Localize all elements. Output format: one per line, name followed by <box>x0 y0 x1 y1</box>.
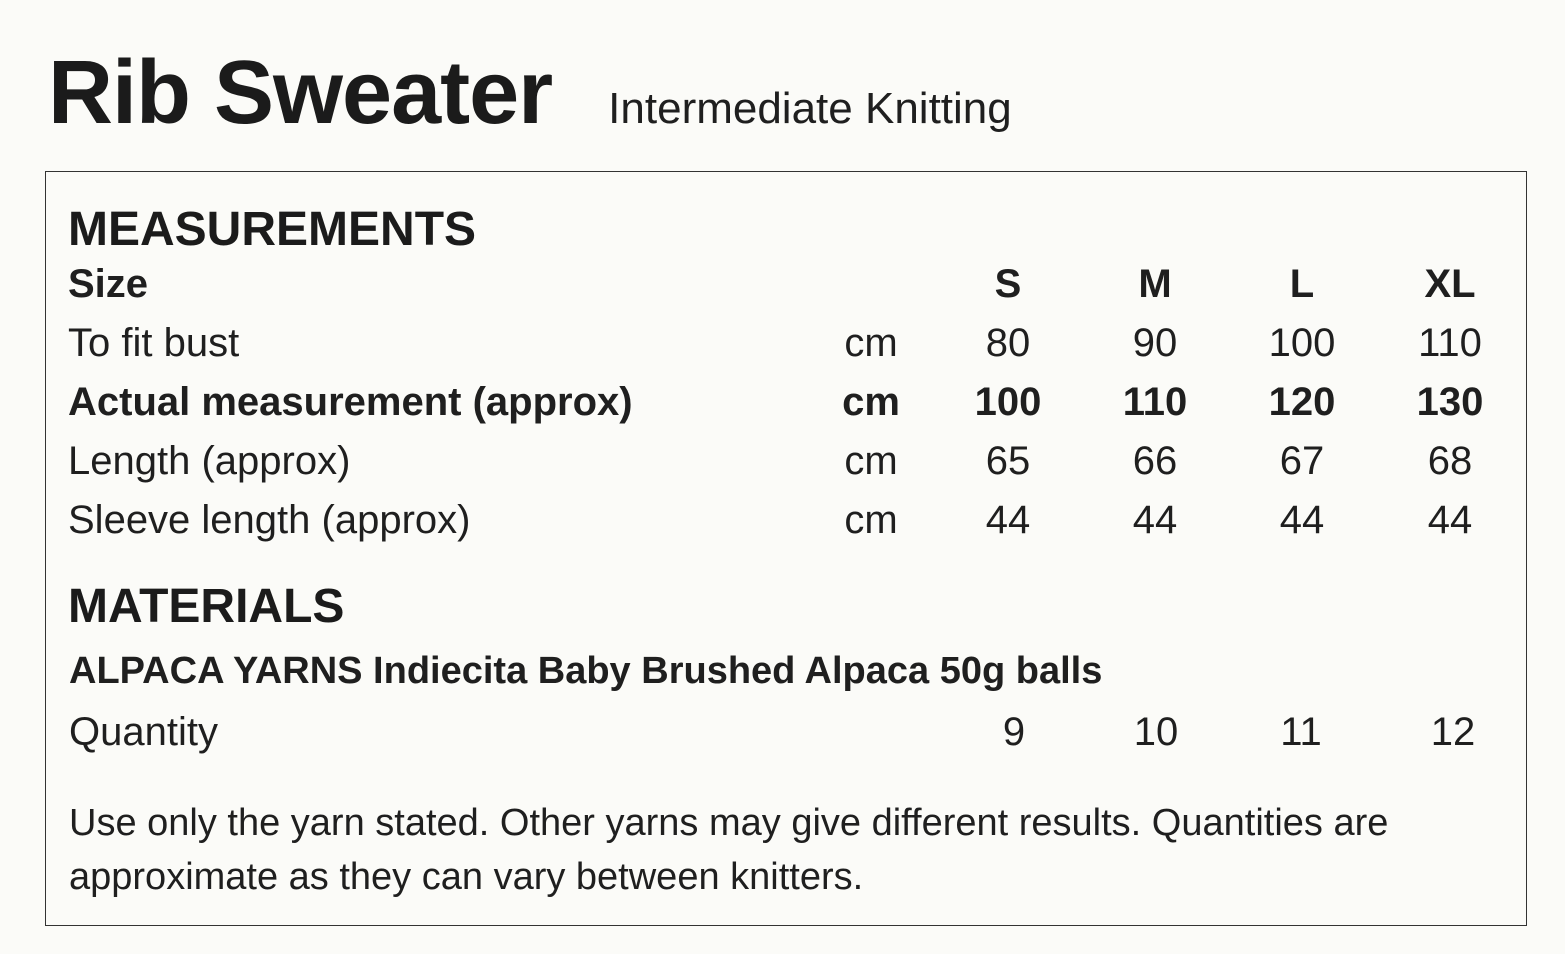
page-subtitle: Intermediate Knitting <box>608 84 1012 133</box>
table-row <box>46 498 1526 548</box>
page-title: Rib Sweater <box>48 43 553 143</box>
measurements-heading: MEASUREMENTS <box>68 203 477 256</box>
table-row <box>46 321 1526 371</box>
row-label: Length (approx) <box>68 439 351 483</box>
row-label: Actual measurement (approx) <box>68 380 633 424</box>
row-value: 44 <box>985 498 1031 542</box>
size-l: L <box>1289 262 1315 306</box>
yarn-description: ALPACA YARNS Indiecita Baby Brushed Alpaca 50g balls <box>69 650 1103 692</box>
quantity-row <box>46 710 1526 760</box>
row-value: 44 <box>1132 498 1178 542</box>
row-value: 66 <box>1132 439 1178 483</box>
row-value: 100 <box>1268 321 1336 365</box>
row-value: 67 <box>1279 439 1325 483</box>
row-value: 68 <box>1427 439 1473 483</box>
row-value: 65 <box>985 439 1031 483</box>
quantity-value: 10 <box>1133 710 1179 754</box>
table-row <box>46 380 1526 430</box>
page-header <box>48 42 1012 145</box>
quantity-value: 9 <box>1002 710 1026 754</box>
quantity-label: Quantity <box>69 710 218 754</box>
row-value: 110 <box>1122 380 1188 424</box>
quantity-value: 11 <box>1280 710 1322 754</box>
row-unit: cm <box>842 380 900 424</box>
materials-heading: MATERIALS <box>68 580 345 633</box>
row-value: 120 <box>1268 380 1336 424</box>
row-value: 130 <box>1416 380 1484 424</box>
table-row <box>46 439 1526 489</box>
row-label: Sleeve length (approx) <box>68 498 471 542</box>
row-value: 44 <box>1427 498 1473 542</box>
yarn-note: Use only the yarn stated. Other yarns may give different results. Quantities are approximate as they can vary between knitters. <box>69 802 1389 898</box>
row-value: 100 <box>974 380 1042 424</box>
row-unit: cm <box>844 498 898 542</box>
row-value: 90 <box>1132 321 1178 365</box>
row-value: 44 <box>1279 498 1325 542</box>
pattern-info-box <box>45 171 1527 926</box>
row-value: 80 <box>985 321 1031 365</box>
size-row <box>46 262 1526 312</box>
row-label: To fit bust <box>68 321 240 365</box>
size-s: S <box>994 262 1022 306</box>
quantity-value: 12 <box>1430 710 1476 754</box>
row-value: 110 <box>1418 321 1482 365</box>
row-unit: cm <box>844 321 898 365</box>
size-xl: XL <box>1424 262 1476 306</box>
size-label: Size <box>68 262 149 306</box>
row-unit: cm <box>844 439 898 483</box>
size-m: M <box>1138 262 1172 306</box>
